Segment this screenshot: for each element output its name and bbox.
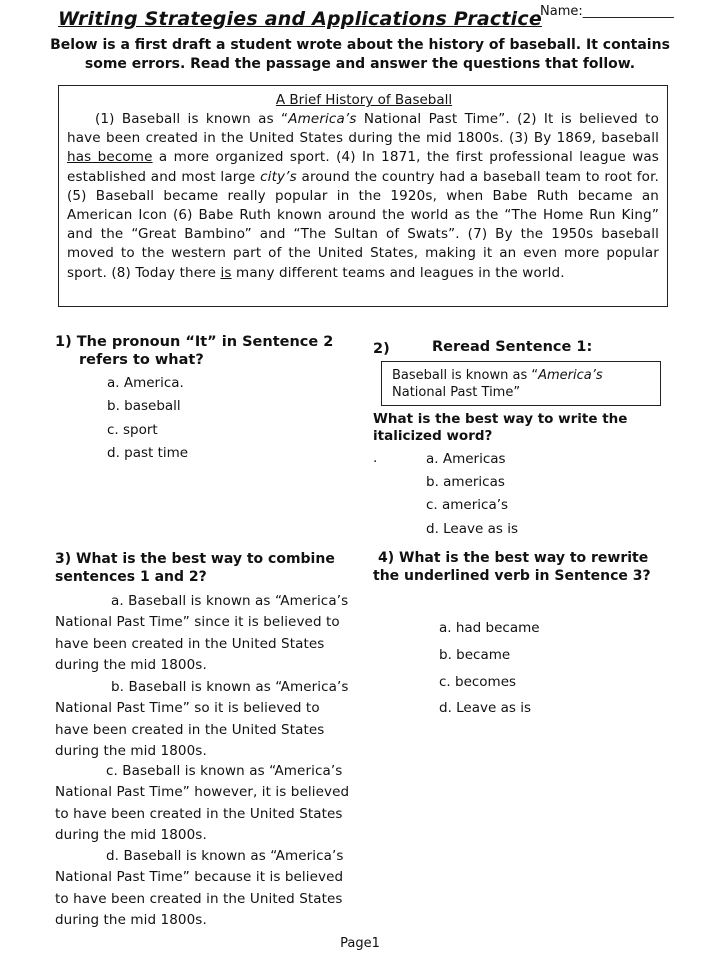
- question-2-option-b[interactable]: b. americas: [426, 474, 505, 490]
- passage-italic-word: city’s: [260, 168, 297, 185]
- passage-part: (1) Baseball is known as “: [95, 111, 289, 127]
- sentence-part: National Past Time”: [392, 385, 521, 400]
- question-1-option-a[interactable]: a. America.: [107, 375, 184, 391]
- question-2-prompt: What is the best way to write the italicized word?: [373, 411, 628, 444]
- question-2-stray-dot: .: [373, 450, 378, 466]
- sentence-part: Baseball is known as “: [392, 368, 539, 383]
- passage-underlined-word: is: [220, 264, 232, 281]
- question-4-option-d[interactable]: d. Leave as is: [439, 700, 531, 716]
- passage-title: A Brief History of Baseball: [275, 92, 453, 108]
- question-2-stem: Reread Sentence 1:: [432, 339, 593, 355]
- question-4-option-b[interactable]: b. became: [439, 647, 511, 663]
- question-4-option-a[interactable]: a. had became: [439, 620, 540, 636]
- question-3-option-c[interactable]: c. Baseball is known as “America’s National Past Time” however, it is believed to have been created in the United States during the mid 1800s.: [55, 763, 350, 843]
- question-4-stem: 4) What is the best way to rewrite the underlined verb in Sentence 3?: [373, 550, 651, 584]
- question-2-option-a[interactable]: a. Americas: [426, 451, 506, 467]
- question-3-option-a[interactable]: a. Baseball is known as “America’s National Past Time” since it is believed to have been created in the United States during the mid 1800s.: [55, 593, 349, 673]
- question-3-stem: 3) What is the best way to combine sentences 1 and 2?: [55, 551, 335, 585]
- question-1-option-c[interactable]: c. sport: [107, 422, 158, 438]
- passage-italic-word: America’s: [288, 111, 357, 127]
- passage-part: many different teams and leagues in the world.: [231, 264, 565, 281]
- passage-part: National Past Time”. (2) It is believed to have been created in the United States during the mid 1800s. (3) By 1869, baseball: [67, 111, 659, 147]
- question-2-sentence-box: [381, 361, 661, 406]
- passage-text: [67, 110, 659, 283]
- intro-instructions: Below is a first draft a student wrote about the history of baseball. It contains some errors. Read the passage and answer the questions that follow.: [50, 37, 670, 72]
- question-2-option-d[interactable]: d. Leave as is: [426, 521, 518, 537]
- page-number: Page1: [340, 936, 380, 951]
- question-2-sentence: [392, 367, 654, 401]
- question-1-option-d[interactable]: d. past time: [107, 445, 189, 461]
- question-3-option-d[interactable]: d. Baseball is known as “America’s National Past Time” because it is believed to have been created in the United States during the mid 1800s.: [55, 848, 344, 928]
- question-2-number: 2): [373, 341, 390, 357]
- worksheet-title: Writing Strategies and Applications Practice: [58, 8, 542, 30]
- question-1-stem-line2: refers to what?: [79, 352, 204, 368]
- question-4-option-c[interactable]: c. becomes: [439, 674, 517, 690]
- question-1-stem-line1: 1) The pronoun “It” in Sentence 2: [55, 334, 334, 350]
- passage-box: [58, 85, 668, 307]
- name-field-label: Name:______________: [540, 4, 674, 19]
- passage-part: a more organized sport. (4) In 1871, the first professional league was established and most large: [67, 149, 659, 185]
- sentence-italic-word: America’s: [538, 368, 603, 383]
- question-1-option-b[interactable]: b. baseball: [107, 398, 181, 414]
- passage-part: around the country had a baseball team to root for. (5) Baseball became really popular in the 1920s, when Babe Ruth became an American Icon (6) Babe Ruth known around the world as the “The Home Run King” and the “Great Bambino” and “The Sultan of Swats”. (7) By the 1950s baseball moved to the western part of the United States, making it an even more popular sport. (8) Today there: [67, 168, 659, 281]
- question-2-option-c[interactable]: c. america’s: [426, 497, 509, 513]
- passage-underlined-verb: has become: [67, 149, 153, 166]
- question-3-option-b[interactable]: b. Baseball is known as “America’s National Past Time” so it is believed to have been created in the United States during the mid 1800s.: [55, 679, 349, 759]
